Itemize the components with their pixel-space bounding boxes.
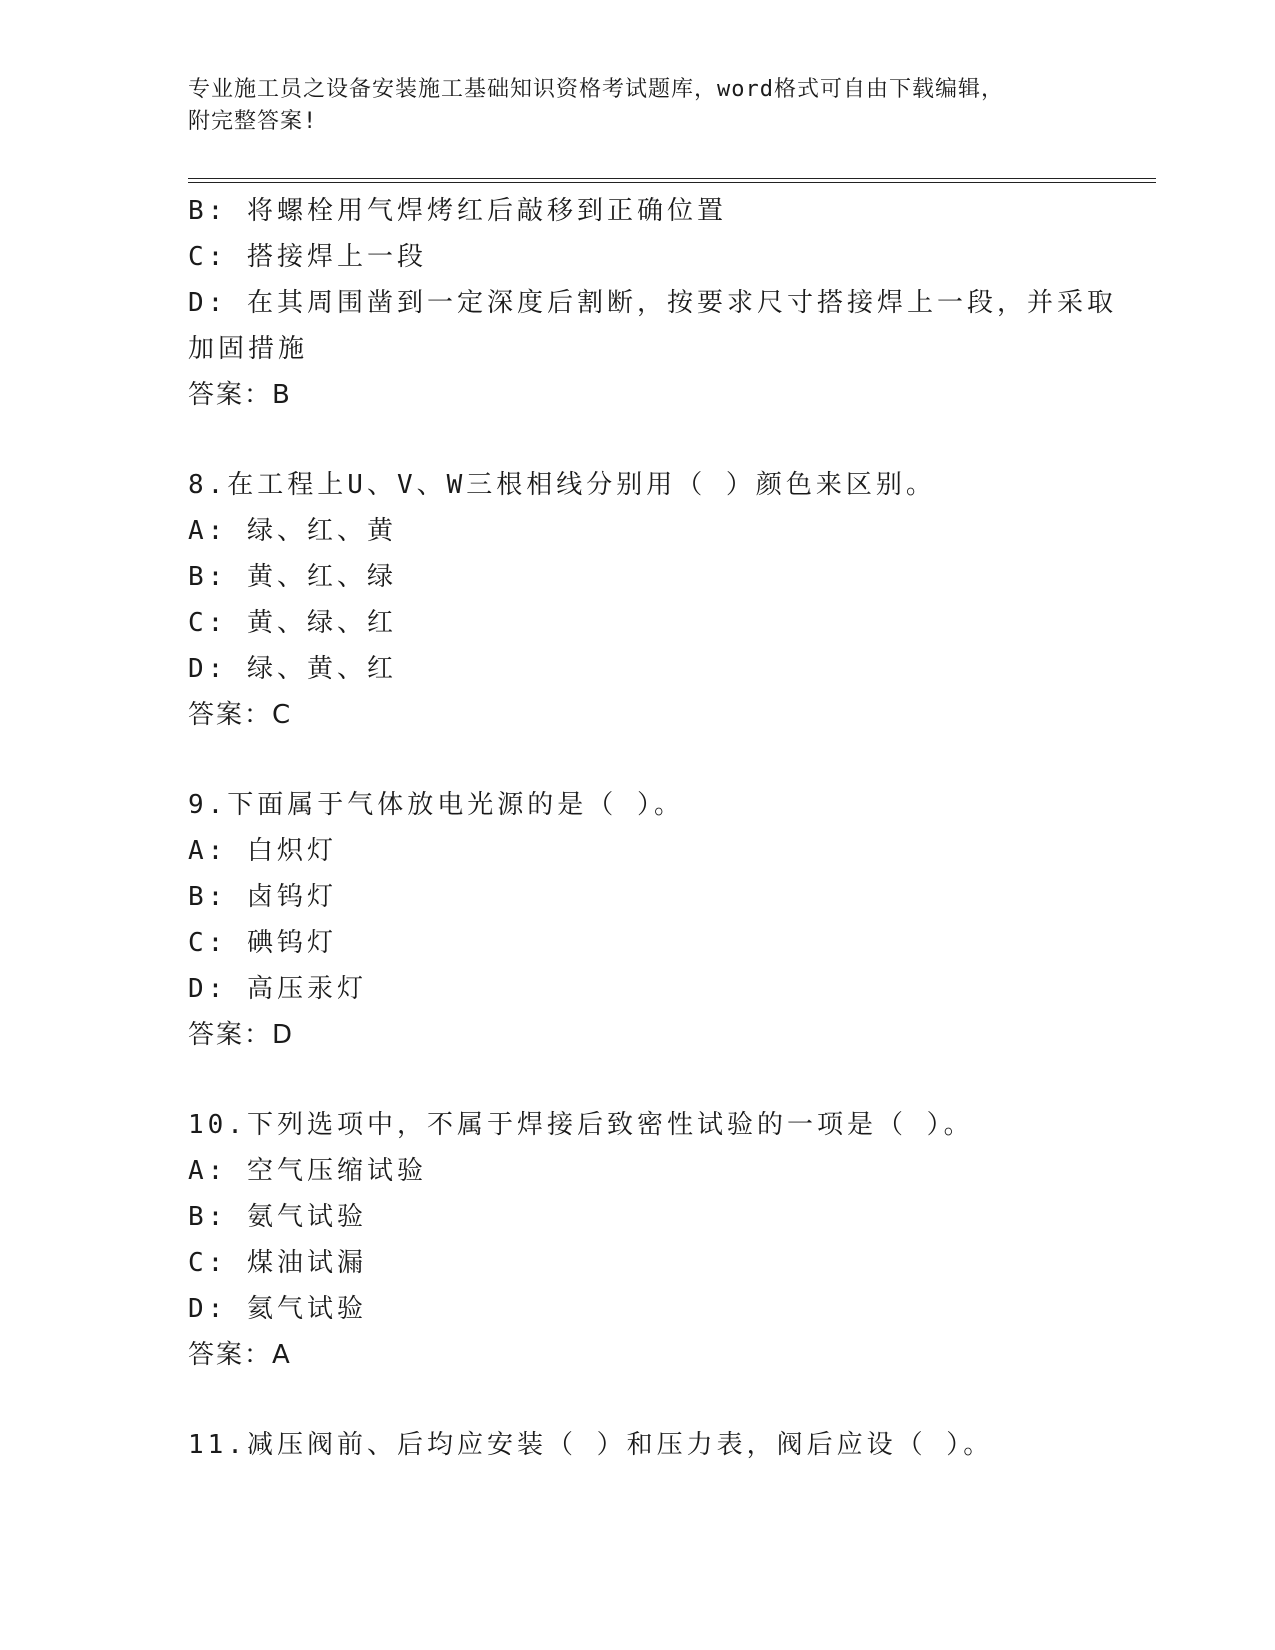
option-b: B: 氨气试验 bbox=[188, 1202, 367, 1232]
option-d: D: 绿、黄、红 bbox=[188, 654, 397, 684]
option-a: A: 绿、红、黄 bbox=[188, 516, 397, 546]
question-10 bbox=[188, 1102, 1088, 1378]
option-d: D: 在其周围凿到一定深度后割断，按要求尺寸搭接焊上一段，并采取 bbox=[188, 288, 1117, 318]
question-stem: 11.减压阀前、后均应安装（ ）和压力表，阀后应设（ ）。 bbox=[188, 1430, 994, 1460]
spacer bbox=[188, 418, 1088, 462]
spacer bbox=[188, 1058, 1088, 1102]
question-7-continued bbox=[188, 188, 1117, 418]
option-a: A: 白炽灯 bbox=[188, 836, 337, 866]
question-list bbox=[188, 188, 1117, 1468]
option-d: D: 氦气试验 bbox=[188, 1294, 367, 1324]
header-line-1: 专业施工员之设备安装施工基础知识资格考试题库，word格式可自由下载编辑， bbox=[188, 77, 1004, 102]
spacer bbox=[188, 738, 1088, 782]
question-stem: 9.下面属于气体放电光源的是（ ）。 bbox=[188, 790, 684, 820]
question-11 bbox=[188, 1422, 1088, 1468]
option-d-continued: 加固措施 bbox=[188, 334, 309, 364]
option-c: C: 碘钨灯 bbox=[188, 928, 337, 958]
option-b: B: 卤钨灯 bbox=[188, 882, 337, 912]
option-d: D: 高压汞灯 bbox=[188, 974, 367, 1004]
answer-label: 答案：D bbox=[188, 1020, 295, 1050]
option-c: C: 黄、绿、红 bbox=[188, 608, 397, 638]
answer-label: 答案：B bbox=[188, 380, 292, 410]
answer-label: 答案：A bbox=[188, 1340, 292, 1370]
header-line-2: 附完整答案! bbox=[188, 109, 318, 134]
question-8 bbox=[188, 462, 1088, 738]
question-stem: 10.下列选项中，不属于焊接后致密性试验的一项是（ ）。 bbox=[188, 1110, 974, 1140]
option-a: A: 空气压缩试验 bbox=[188, 1156, 427, 1186]
option-c: C: 搭接焊上一段 bbox=[188, 242, 427, 272]
option-b: B: 将螺栓用气焊烤红后敲移到正确位置 bbox=[188, 196, 727, 226]
spacer bbox=[188, 1378, 1088, 1422]
header-divider-bottom bbox=[188, 182, 1156, 183]
header-divider-top bbox=[188, 178, 1156, 179]
option-c: C: 煤油试漏 bbox=[188, 1248, 367, 1278]
question-stem: 8.在工程上U、V、W三根相线分别用（ ）颜色来区别。 bbox=[188, 470, 936, 500]
answer-label: 答案：C bbox=[188, 700, 293, 730]
document-header bbox=[188, 74, 1068, 138]
option-b: B: 黄、红、绿 bbox=[188, 562, 397, 592]
question-9 bbox=[188, 782, 1088, 1058]
